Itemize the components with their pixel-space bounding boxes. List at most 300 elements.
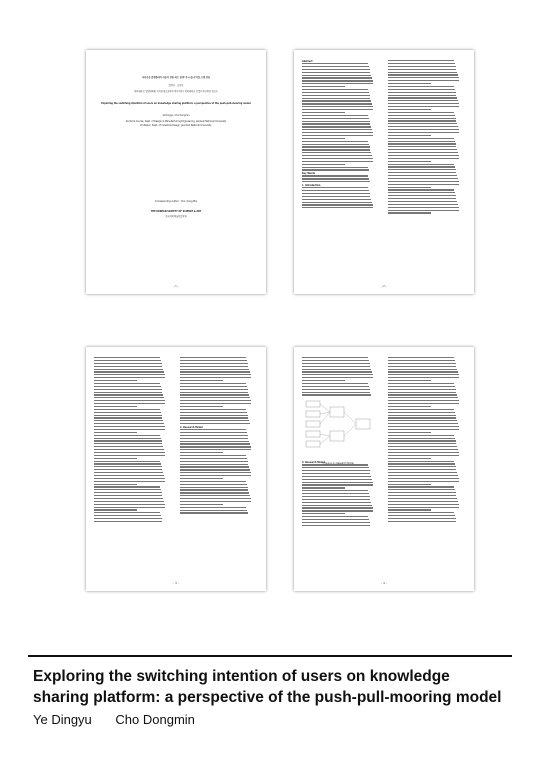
text-line <box>302 161 373 162</box>
text-line <box>302 129 372 130</box>
text-line <box>388 443 456 444</box>
text-line <box>388 438 455 439</box>
page-number: - 2 - <box>381 284 387 288</box>
text-line <box>388 132 459 133</box>
text-line <box>302 204 373 205</box>
document-preview-spread <box>50 35 505 615</box>
text-line <box>388 394 457 395</box>
text-line <box>94 449 164 450</box>
text-line <box>388 357 454 358</box>
text-line <box>388 472 457 473</box>
text-line <box>388 158 459 159</box>
korean-title: 지식공유 플랫폼에서 사용자 전환 의도 탐색: 푸시-풀-무어링 모델 관점 <box>142 76 210 79</box>
text-line <box>94 366 162 367</box>
text-line <box>388 164 454 165</box>
text-line <box>94 515 161 516</box>
text-line <box>302 482 373 483</box>
text-line <box>302 75 371 76</box>
text-line <box>180 400 251 401</box>
text-line <box>388 435 454 436</box>
text-line <box>388 106 459 107</box>
text-line <box>388 74 458 75</box>
text-line <box>302 510 373 511</box>
text-line <box>388 141 455 142</box>
body-text <box>94 357 166 522</box>
text-line <box>302 103 372 104</box>
text-line <box>388 184 459 185</box>
text-line <box>388 469 456 470</box>
text-line <box>388 486 454 487</box>
text-line <box>388 369 457 370</box>
text-line <box>388 406 431 407</box>
page-2-thumbnail[interactable] <box>294 50 474 294</box>
text-line <box>302 467 369 468</box>
text-line <box>94 481 165 482</box>
text-line <box>388 492 456 493</box>
text-line <box>180 369 249 370</box>
text-line <box>302 505 372 506</box>
text-line <box>302 394 371 395</box>
text-line <box>302 86 345 87</box>
text-line <box>94 435 160 436</box>
text-line <box>388 380 431 381</box>
text-line <box>180 397 250 398</box>
text-line <box>388 86 454 87</box>
body-text <box>388 60 460 214</box>
text-line <box>94 383 160 384</box>
text-line <box>388 521 456 522</box>
text-line <box>94 452 165 453</box>
text-line <box>180 449 251 450</box>
text-line <box>94 518 162 519</box>
text-line <box>94 509 137 510</box>
text-line <box>388 426 459 427</box>
text-line <box>302 77 372 78</box>
english-affiliation-1: Doctoral Course, Dept. of Design & Manufacturing Engineering, Jeonbuk National University <box>125 120 227 123</box>
text-line <box>302 473 370 474</box>
text-line <box>302 92 369 93</box>
text-line <box>180 510 247 511</box>
text-line <box>94 360 161 361</box>
text-line <box>180 374 251 375</box>
text-line <box>302 392 370 393</box>
text-line <box>94 492 162 493</box>
text-line <box>302 106 373 107</box>
text-line <box>94 386 161 387</box>
text-line <box>94 400 165 401</box>
text-line <box>94 397 164 398</box>
text-line <box>302 69 370 70</box>
text-line <box>388 495 456 496</box>
section-heading: 2. Research Model <box>180 426 203 429</box>
text-line <box>302 66 369 67</box>
text-line <box>180 415 248 416</box>
text-line <box>94 417 162 418</box>
text-line <box>302 158 373 159</box>
text-line <box>180 507 246 508</box>
text-line <box>302 121 370 122</box>
text-line <box>302 141 368 142</box>
text-line <box>94 415 162 416</box>
text-line <box>388 210 459 211</box>
text-line <box>180 487 248 488</box>
journal-name-korean: 한국과학예술융합학회 <box>165 215 187 218</box>
text-line <box>94 392 162 393</box>
text-line <box>94 363 162 364</box>
text-line <box>388 201 457 202</box>
text-line <box>388 161 431 162</box>
text-line <box>94 403 165 404</box>
text-line <box>94 495 162 496</box>
text-line <box>388 397 458 398</box>
abstract-text <box>302 63 374 171</box>
text-line <box>388 475 458 476</box>
text-line <box>388 212 431 213</box>
text-line <box>388 440 456 441</box>
text-line <box>180 389 248 390</box>
keywords-text <box>302 175 374 182</box>
text-line <box>302 519 369 520</box>
title-divider <box>28 655 512 657</box>
author-name: Ye Dingyu <box>33 712 92 727</box>
text-line <box>302 525 370 526</box>
text-line <box>388 204 458 205</box>
text-line <box>302 490 368 491</box>
text-line <box>388 103 459 104</box>
text-line <box>302 190 369 191</box>
text-line <box>302 207 373 208</box>
text-line <box>180 377 251 378</box>
text-line <box>388 138 454 139</box>
text-line <box>302 144 369 145</box>
text-line <box>180 461 248 462</box>
text-line <box>388 97 457 98</box>
text-line <box>302 522 370 523</box>
text-line <box>388 189 454 190</box>
page-3-thumbnail[interactable] <box>86 347 266 591</box>
text-line <box>388 507 459 508</box>
text-line <box>302 89 368 90</box>
right-column <box>180 357 252 515</box>
text-line <box>94 438 161 439</box>
text-line <box>388 449 458 450</box>
text-line <box>388 360 455 361</box>
text-line <box>388 366 456 367</box>
text-line <box>388 89 455 90</box>
text-line <box>180 472 251 473</box>
text-line <box>94 420 163 421</box>
text-line <box>302 100 371 101</box>
text-line <box>302 80 373 81</box>
text-line <box>388 172 456 173</box>
text-line <box>388 518 456 519</box>
text-line <box>388 463 455 464</box>
text-line <box>388 509 431 510</box>
text-line <box>94 498 163 499</box>
text-line <box>388 412 455 413</box>
text-line <box>302 513 345 514</box>
text-line <box>180 429 246 430</box>
text-line <box>388 195 456 196</box>
text-line <box>388 403 459 404</box>
text-line <box>302 374 373 375</box>
text-line <box>94 423 164 424</box>
text-line <box>388 166 455 167</box>
text-line <box>180 392 248 393</box>
text-line <box>388 152 458 153</box>
text-line <box>180 481 246 482</box>
text-line <box>94 432 137 433</box>
text-line <box>180 512 248 513</box>
text-line <box>388 466 456 467</box>
text-line <box>388 120 456 121</box>
text-line <box>180 492 249 493</box>
text-line <box>94 429 165 430</box>
text-line <box>302 479 372 480</box>
text-line <box>94 374 165 375</box>
text-line <box>302 380 345 381</box>
text-line <box>388 377 459 378</box>
research-model-figure <box>302 397 374 457</box>
text-line <box>94 478 165 479</box>
text-line <box>180 469 250 470</box>
text-line <box>388 60 454 61</box>
figure-caption: <Figure>1> Research Model <box>322 462 354 466</box>
text-line <box>302 363 370 364</box>
text-line <box>388 135 431 136</box>
text-line <box>388 484 431 485</box>
text-line <box>388 72 457 73</box>
text-line <box>388 392 456 393</box>
text-line <box>388 123 457 124</box>
text-line <box>94 371 164 372</box>
text-line <box>302 386 369 387</box>
body-text <box>302 357 374 396</box>
text-line <box>388 77 459 78</box>
text-line <box>302 196 370 197</box>
text-line <box>302 371 372 372</box>
text-line <box>94 389 162 390</box>
text-line <box>180 432 247 433</box>
text-line <box>388 423 458 424</box>
text-line <box>388 498 457 499</box>
text-line <box>302 377 373 378</box>
text-line <box>180 452 223 453</box>
text-line <box>302 109 373 110</box>
text-line <box>302 193 370 194</box>
text-line <box>180 403 251 404</box>
text-line <box>180 458 247 459</box>
text-line <box>388 489 455 490</box>
text-line <box>180 441 249 442</box>
text-line <box>94 486 160 487</box>
text-line <box>94 466 162 467</box>
text-line <box>388 461 454 462</box>
text-line <box>388 481 459 482</box>
text-line <box>94 472 163 473</box>
author-name: Cho Dongmin <box>115 712 195 727</box>
english-title: Exploring the switching intention of users on knowledge sharing platform: a perspective of the push-pull-mooring model <box>101 102 251 105</box>
text-line <box>180 501 251 502</box>
text-line <box>302 115 368 116</box>
page-number: - 3 - <box>173 581 179 585</box>
text-line <box>388 175 457 176</box>
abstract-heading: Abstract <box>302 60 313 63</box>
korean-affiliation: 전북대학교 일반대학원 디자인제조공학과 박사과정 / 전북대학교 산업디자인학과 정교수 <box>134 90 218 93</box>
text-line <box>388 501 458 502</box>
text-line <box>302 152 371 153</box>
text-line <box>302 360 369 361</box>
text-line <box>388 192 455 193</box>
text-line <box>94 357 160 358</box>
body-text <box>180 357 252 424</box>
text-line <box>388 455 459 456</box>
english-authors: Ye Dingyu, Cho Dongmin <box>162 114 190 117</box>
text-line <box>302 112 345 113</box>
text-line <box>388 452 459 453</box>
text-line <box>94 458 137 459</box>
text-line <box>302 178 369 179</box>
text-line <box>302 167 368 168</box>
text-line <box>180 363 248 364</box>
text-line <box>388 458 431 459</box>
text-line <box>94 507 165 508</box>
text-line <box>94 426 165 427</box>
text-line <box>180 420 249 421</box>
text-line <box>180 484 247 485</box>
text-line <box>388 386 455 387</box>
text-line <box>94 512 160 513</box>
text-line <box>302 476 371 477</box>
text-line <box>388 417 456 418</box>
text-line <box>302 98 370 99</box>
text-line <box>180 455 246 456</box>
text-line <box>388 512 454 513</box>
text-line <box>388 115 455 116</box>
text-line <box>180 423 250 424</box>
body-text <box>180 429 252 514</box>
text-line <box>302 496 370 497</box>
text-line <box>94 369 163 370</box>
left-column <box>302 60 374 210</box>
text-line <box>94 489 161 490</box>
text-line <box>388 143 456 144</box>
text-line <box>388 429 459 430</box>
text-line <box>302 169 369 170</box>
right-column <box>388 357 460 524</box>
text-line <box>302 369 371 370</box>
text-line <box>388 363 456 364</box>
text-line <box>302 502 371 503</box>
intro-heading: 1. Introduction <box>302 184 321 188</box>
text-line <box>302 487 345 488</box>
text-line <box>388 149 457 150</box>
text-line <box>94 394 163 395</box>
keywords-heading: Key Words <box>302 172 316 176</box>
text-line <box>302 126 371 127</box>
text-line <box>302 72 370 73</box>
text-line <box>388 155 459 156</box>
text-line <box>388 400 459 401</box>
text-line <box>388 383 454 384</box>
text-line <box>94 406 137 407</box>
text-line <box>388 63 455 64</box>
text-line <box>302 383 368 384</box>
text-line <box>94 461 160 462</box>
text-line <box>94 440 162 441</box>
text-line <box>388 169 456 170</box>
text-line <box>302 202 372 203</box>
text-line <box>180 443 250 444</box>
text-line <box>302 63 368 64</box>
text-line <box>180 409 246 410</box>
text-line <box>302 135 373 136</box>
page-4-thumbnail[interactable] <box>294 347 474 591</box>
text-line <box>388 66 456 67</box>
text-line <box>180 412 247 413</box>
page-number: - 1 - <box>173 284 179 288</box>
text-line <box>94 446 163 447</box>
text-line <box>180 386 247 387</box>
text-line <box>388 80 459 81</box>
page-1-thumbnail[interactable] <box>86 50 266 294</box>
text-line <box>180 464 248 465</box>
korean-authors: 엽정우 · 조동민 <box>168 84 184 87</box>
text-line <box>302 138 345 139</box>
text-line <box>180 435 248 436</box>
text-line <box>388 109 431 110</box>
text-line <box>302 357 368 358</box>
text-line <box>94 380 137 381</box>
text-line <box>302 187 368 188</box>
text-line <box>388 95 456 96</box>
text-line <box>302 199 371 200</box>
text-line <box>302 83 373 84</box>
text-line <box>94 412 161 413</box>
text-line <box>180 475 251 476</box>
intro-text <box>302 187 374 208</box>
text-line <box>94 377 165 378</box>
text-line <box>180 366 248 367</box>
text-line <box>94 521 162 522</box>
text-line <box>180 394 249 395</box>
text-line <box>302 155 372 156</box>
text-line <box>388 409 454 410</box>
text-line <box>302 493 369 494</box>
text-line <box>94 475 164 476</box>
text-line <box>388 432 431 433</box>
text-line <box>388 69 456 70</box>
text-line <box>388 504 459 505</box>
text-line <box>388 112 454 113</box>
text-line <box>94 443 162 444</box>
text-line <box>302 389 370 390</box>
text-line <box>302 470 370 471</box>
right-column <box>388 60 460 215</box>
text-line <box>180 406 223 407</box>
text-line <box>180 504 223 505</box>
text-line <box>180 371 250 372</box>
text-line <box>388 374 459 375</box>
text-line <box>388 83 431 84</box>
text-line <box>388 198 456 199</box>
text-line <box>302 132 373 133</box>
text-line <box>302 146 370 147</box>
text-line <box>180 446 251 447</box>
text-line <box>388 100 458 101</box>
text-line <box>388 92 456 93</box>
text-line <box>180 380 223 381</box>
